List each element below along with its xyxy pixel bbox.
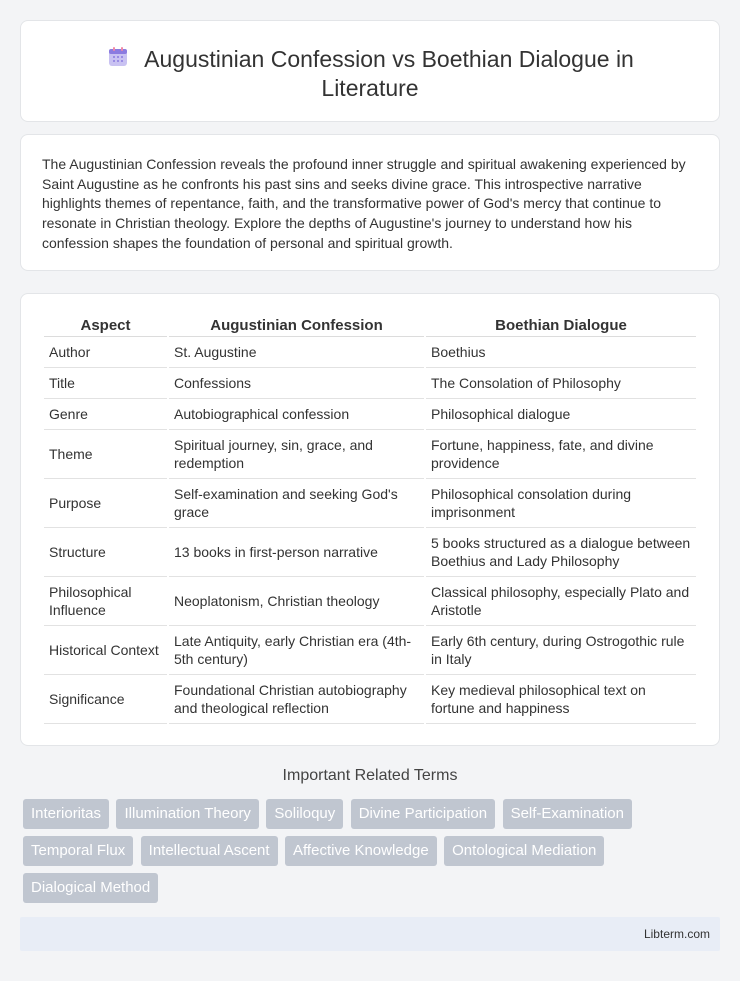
term-tag[interactable]: Illumination Theory bbox=[116, 799, 258, 829]
comparison-table bbox=[42, 315, 698, 724]
table-row bbox=[44, 626, 696, 675]
footer-site-link[interactable]: Libterm.com bbox=[643, 927, 710, 941]
term-tag[interactable]: Divine Participation bbox=[351, 799, 495, 829]
table-cell: Neoplatonism, Christian theology bbox=[169, 577, 424, 626]
table-cell: Genre bbox=[44, 399, 167, 430]
table-cell: 13 books in first-person narrative bbox=[169, 528, 424, 577]
table-cell: Significance bbox=[44, 675, 167, 724]
table-cell: Early 6th century, during Ostrogothic rule in Italy bbox=[426, 626, 696, 675]
intro-paragraph: The Augustinian Confession reveals the profound inner struggle and spiritual awakening experienced by Saint Augustine as he confronts his past sins and seeks divine grace. This introspective narrative highlights themes of repentance, faith, and the transformative power of God's mercy that continue to resonate in Christian theology. Explore the depths of Augustine's journey to understand how his confession shapes the foundation of personal and spiritual growth. bbox=[42, 156, 686, 251]
table-cell: Self-examination and seeking God's grace bbox=[169, 479, 424, 528]
comparison-table-card bbox=[20, 293, 720, 746]
table-header-cell: Augustinian Confession bbox=[169, 315, 424, 337]
table-cell: Late Antiquity, early Christian era (4th-5th century) bbox=[169, 626, 424, 675]
term-tag[interactable]: Temporal Flux bbox=[23, 836, 133, 866]
term-tag[interactable]: Dialogical Method bbox=[23, 873, 158, 903]
term-tag[interactable]: Intellectual Ascent bbox=[141, 836, 278, 866]
table-row bbox=[44, 337, 696, 368]
page-title bbox=[21, 45, 719, 103]
term-tag[interactable]: Self-Examination bbox=[503, 799, 632, 829]
table-cell: Title bbox=[44, 368, 167, 399]
table-cell: Purpose bbox=[44, 479, 167, 528]
table-cell: St. Augustine bbox=[169, 337, 424, 368]
table-cell: Philosophical dialogue bbox=[426, 399, 696, 430]
table-cell: Foundational Christian autobiography and theological reflection bbox=[169, 675, 424, 724]
table-cell: Structure bbox=[44, 528, 167, 577]
table-cell: 5 books structured as a dialogue between Boethius and Lady Philosophy bbox=[426, 528, 696, 577]
related-terms-heading: Important Related Terms bbox=[282, 767, 458, 784]
table-row bbox=[44, 675, 696, 724]
table-cell: The Consolation of Philosophy bbox=[426, 368, 696, 399]
table-row bbox=[44, 368, 696, 399]
table-cell: Spiritual journey, sin, grace, and redemption bbox=[169, 430, 424, 479]
calendar-icon bbox=[106, 45, 130, 69]
table-row bbox=[44, 528, 696, 577]
table-cell: Theme bbox=[44, 430, 167, 479]
table-row bbox=[44, 479, 696, 528]
table-cell: Boethius bbox=[426, 337, 696, 368]
table-cell: Key medieval philosophical text on fortune and happiness bbox=[426, 675, 696, 724]
table-cell: Confessions bbox=[169, 368, 424, 399]
title-card bbox=[20, 20, 720, 122]
footer bbox=[20, 917, 720, 951]
page-title-text: Augustinian Confession vs Boethian Dialogue in Literature bbox=[144, 46, 634, 101]
table-cell: Autobiographical confession bbox=[169, 399, 424, 430]
table-cell: Philosophical consolation during imprisonment bbox=[426, 479, 696, 528]
term-tag[interactable]: Soliloquy bbox=[266, 799, 343, 829]
table-header-cell: Aspect bbox=[44, 315, 167, 337]
related-terms-list bbox=[23, 799, 723, 910]
table-row bbox=[44, 577, 696, 626]
table-row bbox=[44, 430, 696, 479]
table-header-cell: Boethian Dialogue bbox=[426, 315, 696, 337]
table-header-row bbox=[44, 315, 696, 337]
table-cell: Historical Context bbox=[44, 626, 167, 675]
table-cell: Fortune, happiness, fate, and divine providence bbox=[426, 430, 696, 479]
table-cell: Classical philosophy, especially Plato and Aristotle bbox=[426, 577, 696, 626]
term-tag[interactable]: Interioritas bbox=[23, 799, 109, 829]
table-cell: Philosophical Influence bbox=[44, 577, 167, 626]
term-tag[interactable]: Ontological Mediation bbox=[444, 836, 604, 866]
intro-card bbox=[20, 134, 720, 271]
table-row bbox=[44, 399, 696, 430]
term-tag[interactable]: Affective Knowledge bbox=[285, 836, 437, 866]
table-cell: Author bbox=[44, 337, 167, 368]
